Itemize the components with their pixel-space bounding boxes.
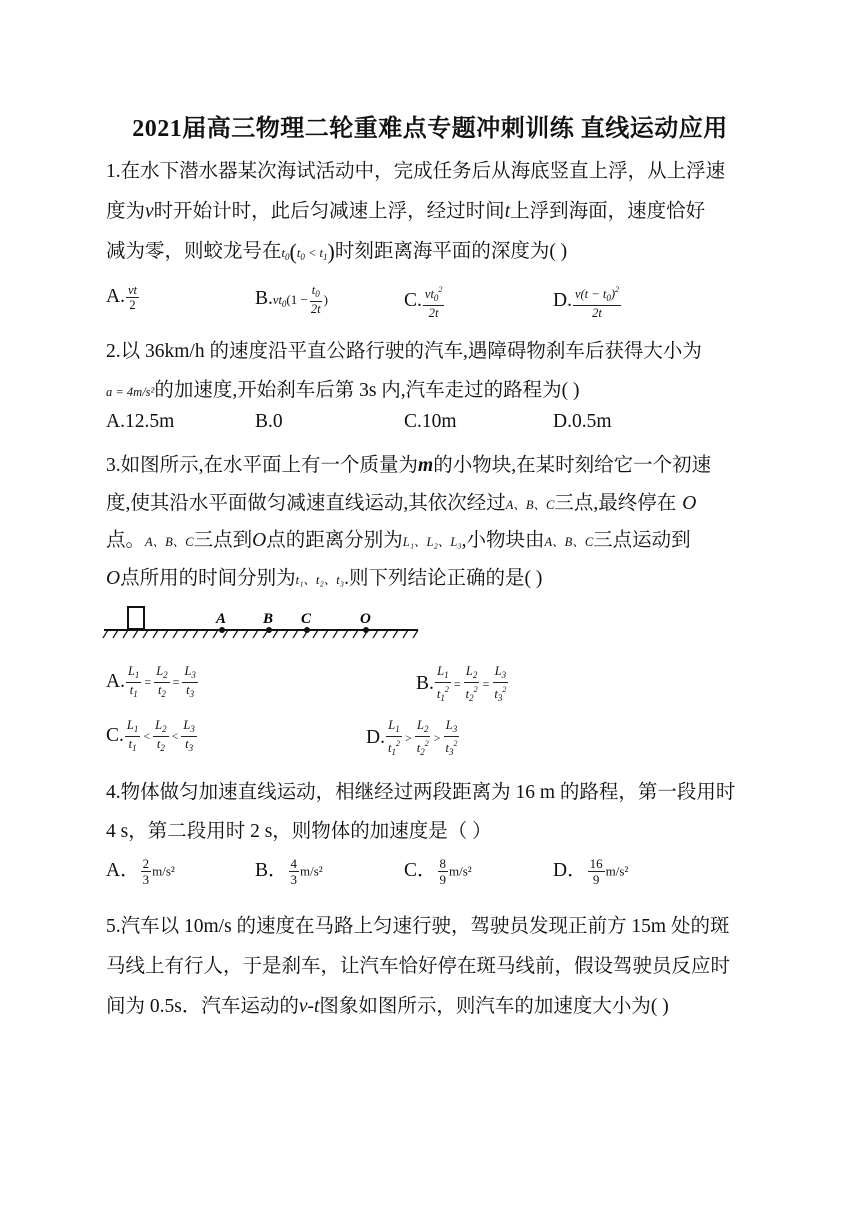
q3-line-3: 点。A、B、C三点到O点的距离分别为L₁、L₂、L₃,小物块由A、B、C三点运动到 — [106, 530, 691, 551]
motion-diagram — [102, 604, 422, 644]
q3-option-c[interactable]: C. $\frac{L_1}{t_1}$ < $\frac{L_2}{t_2}$ < $\frac{L_3}{t_3}$ — [106, 718, 195, 753]
q4-line-1: 4.物体做匀加速直线运动，相继经过两段距离为 16 m 的路程，第一段用时 — [106, 782, 736, 803]
q1-line-1: 1.在水下潜水器某次海试活动中，完成任务后从海底竖直上浮，从上浮速 — [106, 161, 726, 182]
q2-line-1: 2.以 36km/h 的速度沿平直公路行驶的汽车,遇障碍物刹车后获得大小为 — [106, 341, 702, 362]
q1-line-2: 度为v时开始计时，此后匀减速上浮，经过时间t上浮到海面，速度恰好 — [106, 201, 706, 222]
q2-option-d[interactable]: D.0.5m — [553, 411, 612, 432]
q3-option-b[interactable]: B. $\frac{L_1}{t_1^2}$ = $\frac{L_2}{t_2^2}$ = $\frac{L_3}{t_3^2}$ — [416, 664, 507, 703]
q4-option-a[interactable]: A． $\frac{2}{3}$ m/s² — [106, 856, 175, 888]
point-b-dot — [266, 627, 272, 633]
q5-line-3: 间为 0.5s．汽车运动的v-t图象如图所示，则汽车的加速度大小为( ) — [106, 996, 669, 1017]
point-c-label: C — [301, 611, 312, 627]
q2-option-a[interactable]: A.12.5m — [106, 411, 175, 432]
q3-line-4: O点所用的时间分别为t₁、t₂、t₃.则下列结论正确的是( ) — [106, 568, 543, 589]
point-b-label: B — [263, 611, 274, 627]
q3-option-a[interactable]: A. $\frac{L_1}{t_1}$ = $\frac{L_2}{t_2}$ = $\frac{L_3}{t_3}$ — [106, 664, 196, 699]
q3-line-1: 3.如图所示,在水平面上有一个质量为m的小物块,在某时刻给它一个初速 — [106, 455, 712, 476]
q3-line-2: 度,使其沿水平面做匀减速直线运动,其依次经过A、B、C三点,最终停在 O — [106, 493, 697, 514]
point-a-dot — [219, 627, 225, 633]
ground-hatching — [103, 630, 418, 638]
q2-option-c[interactable]: C.10m — [404, 411, 457, 432]
q1-option-a[interactable]: A. $\frac{vt}{2}$ — [106, 283, 137, 312]
q2-line-2: a = 4m/s²的加速度,开始刹车后第 3s 内,汽车走过的路程为( ) — [106, 380, 580, 401]
q4-option-c[interactable]: C． $\frac{8}{9}$ m/s² — [404, 856, 472, 888]
q3-option-d[interactable]: D. $\frac{L_1}{t_1^2}$ > $\frac{L_2}{t_2^2}$ > $\frac{L_3}{t_3^2}$ — [366, 718, 458, 757]
point-a-label: A — [216, 611, 227, 627]
block-shape — [128, 607, 144, 629]
q5-line-1: 5.汽车以 10m/s 的速度在马路上匀速行驶，驾驶员发现正前方 15m 处的斑 — [106, 916, 730, 937]
q2-option-b[interactable]: B.0 — [255, 411, 283, 432]
q4-option-b[interactable]: B． $\frac{4}{3}$ m/s² — [255, 856, 323, 888]
q4-option-d[interactable]: D． $\frac{16}{9}$ m/s² — [553, 856, 629, 888]
q5-line-2: 马线上有行人，于是刹车，让汽车恰好停在斑马线前，假设驾驶员反应时 — [106, 956, 731, 977]
q1-option-c[interactable]: C. $\frac{vt_0^2}{2t}$ — [404, 285, 443, 320]
page-title: 2021届高三物理二轮重难点专题冲刺训练 直线运动应用 — [132, 116, 728, 142]
q1-option-b[interactable]: $B.vt_0(1$ − $\frac{t_0}{2t}$ ) — [255, 283, 328, 316]
point-o-label: O — [360, 611, 371, 627]
q1-option-d[interactable]: D. $\frac{v(t - t_0)^2}{2t}$ — [553, 285, 619, 320]
q4-line-2: 4 s，第二段用时 2 s，则物体的加速度是（ ） — [106, 821, 492, 842]
point-c-dot — [304, 627, 310, 633]
q1-line-3: 减为零，则蛟龙号在$t_0(t_0 < t_1)$时刻距离海平面的深度为( ) — [106, 239, 568, 264]
point-o-dot — [363, 627, 369, 633]
